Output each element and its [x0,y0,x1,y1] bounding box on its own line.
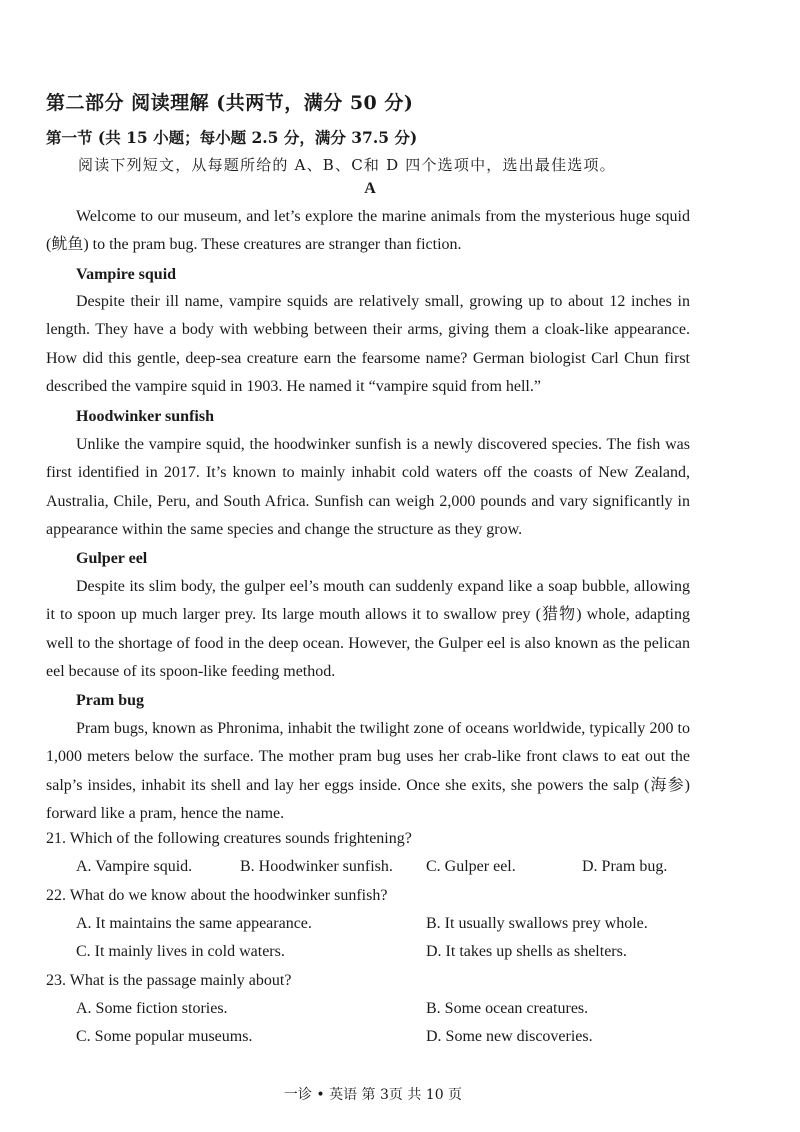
intro-paragraph: Welcome to our museum, and let’s explore the marine animals from the mysterious huge squid (鱿鱼) to the pram bug. These creatures are stranger than fiction. [46,208,690,254]
question-23-option-d: D. Some new discoveries. [426,1028,593,1045]
question-22-option-d: D. It takes up shells as shelters. [426,943,627,960]
question-21-option-b: B. Hoodwinker sunfish. [240,858,393,875]
section-heading-hoodwinker-sunfish: Hoodwinker sunfish [76,408,214,425]
part-title: 第二部分 阅读理解 (共两节，满分 50 分) [46,92,414,114]
question-23-option-c: C. Some popular museums. [76,1028,253,1045]
question-22-option-b: B. It usually swallows prey whole. [426,915,648,932]
question-23-option-a: A. Some fiction stories. [76,1000,228,1017]
question-23-option-b: B. Some ocean creatures. [426,1000,589,1017]
passage-label: A [364,180,376,197]
question-21-stem: 21. Which of the following creatures sounds frightening? [46,830,412,847]
instructions: 阅读下列短文，从每题所给的 A、B、C和 D 四个选项中，选出最佳选项。 [78,156,616,174]
section-text-gulper-eel: Despite its slim body, the gulper eel’s mouth can suddenly expand like a soap bubble, allowing it to spoon up much larger prey. Its large mouth allows it to swallow prey (猎物) whole, adapting well to the shortage of food in the deep ocean. However, the Gulper eel is also known as the pelican eel because of its spoon-like feeding method. [46,578,690,681]
page-footer: 一诊 • 英语 第 3页 共 10 页 [283,1087,463,1103]
section-heading-pram-bug: Pram bug [76,692,144,709]
section-heading-vampire-squid: Vampire squid [76,266,177,283]
section-heading-gulper-eel: Gulper eel [76,550,148,567]
section-title: 第一节 (共 15 小题；每小题 2.5 分，满分 37.5 分) [46,128,418,147]
question-22-option-a: A. It maintains the same appearance. [76,915,312,932]
section-text-vampire-squid: Despite their ill name, vampire squids are relatively small, growing up to about 12 inches in length. They have a body with webbing between their arms, giving them a cloak-like appearance. How did this gentle, deep-sea creature earn the fearsome name? German biologist Carl Chun first described the vampire squid in 1903. He named it “vampire squid from hell.” [46,293,690,396]
section-text-pram-bug: Pram bugs, known as Phronima, inhabit the twilight zone of oceans worldwide, typically 200 to 1,000 meters below the surface. The mother pram bug uses her crab-like front claws to eat out the salp’s insides, inhabit its shell and lay her eggs inside. Once she exits, she powers the salp (海参) forward like a pram, hence the name. [46,720,690,823]
question-21-option-c: C. Gulper eel. [426,858,516,875]
question-21-option-d: D. Pram bug. [582,858,668,875]
section-text-hoodwinker-sunfish: Unlike the vampire squid, the hoodwinker sunfish is a newly discovered species. The fish was first identified in 2017. It’s known to mainly inhabit cold waters off the coasts of New Zealand, Australia, Chile, Peru, and South Africa. Sunfish can weigh 2,000 pounds and vary significantly in appearance within the same species and change the structure as they grow. [46,436,690,539]
question-23-stem: 23. What is the passage mainly about? [46,972,292,989]
question-21-option-a: A. Vampire squid. [76,858,193,875]
question-22-stem: 22. What do we know about the hoodwinker sunfish? [46,887,388,904]
question-22-option-c: C. It mainly lives in cold waters. [76,943,285,960]
